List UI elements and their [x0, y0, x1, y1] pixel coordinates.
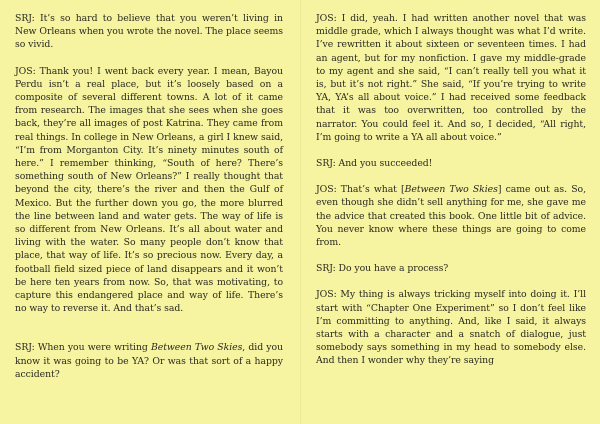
page-spine [300, 0, 301, 424]
paragraph-text: JOS: That’s what [ [316, 184, 405, 196]
paragraph: SRJ: Do you have a process? [316, 263, 449, 275]
paragraph [15, 341, 283, 381]
left-page [15, 12, 283, 394]
right-page [316, 12, 586, 381]
paragraph-text: SRJ: When you were writing [15, 342, 151, 354]
paragraph [316, 183, 586, 249]
paragraph-text: , did you know it was going to be YA? Or was that sort of a happy accident? [15, 342, 283, 380]
book-title: Between Two Skies [150, 342, 243, 354]
paragraph: SRJ: And you succeeded! [316, 158, 433, 170]
paragraph: JOS: Thank you! I went back every year. I mean, Bayou Perdu isn’t a real place, but it’s loosely based on a composite of several different towns. A lot of it came from research. The images that she sees when she goes back, they’re all images of post Katrina. They came from real things. In college in New Orleans, a girl I knew said, “I’m from Morganton City. It’s ninety minutes south of here.” I remember thinking, “South of here? There’s something south of New Orleans?” I really thought that beyond the city, there’s the river and then the Gulf of Mexico. But the further down you go, the more blurred the line between land and water gets. The way of life is so different from New Orleans. It’s all about water and living with the water. So many people don’t know that place, that way of life. It’s so precious now. Every day, a football field sized piece of land disappears and it won’t be here ten years from now. So, that was motivating, to capture this endangered place and way of life. There’s no way to reverse it. And that’s sad. [15, 65, 283, 315]
paragraph-text: ] came out as. So, even though she didn’t sell anything for me, she gave me the advice that created this book. One little bit of advice. You never know where these things are going to come from. [316, 184, 586, 249]
paragraph: JOS: I did, yeah. I had written another novel that was middle grade, which I always thought was what I’d write. I’ve rewritten it about sixteen or seventeen times. I had an agent, but for my nonfiction. I gave my middle-grade to my agent and she said, “I can’t really tell you what it is, but it’s not right.” She said, “If you’re trying to write YA, YA’s all about voice.” I had received some feedback that it was too overwritten, too controlled by the narrator. You could feel it. And so, I decided, “All right, I’m going to write a YA all about voice.” [316, 13, 586, 143]
paragraph: JOS: My thing is always tricking myself into doing it. I’ll start with “Chapter One Experiment” so I don’t feel like I’m committing to anything. And, like I said, it always starts with a character and a snatch of dialogue, just somebody says something in my head to somebody else. And then I wonder why they’re saying [316, 289, 586, 367]
paragraph: SRJ: It’s so hard to believe that you weren’t living in New Orleans when you wrote the novel. The place seems so vivid. [15, 13, 283, 51]
book-title: Between Two Skies [404, 184, 498, 196]
